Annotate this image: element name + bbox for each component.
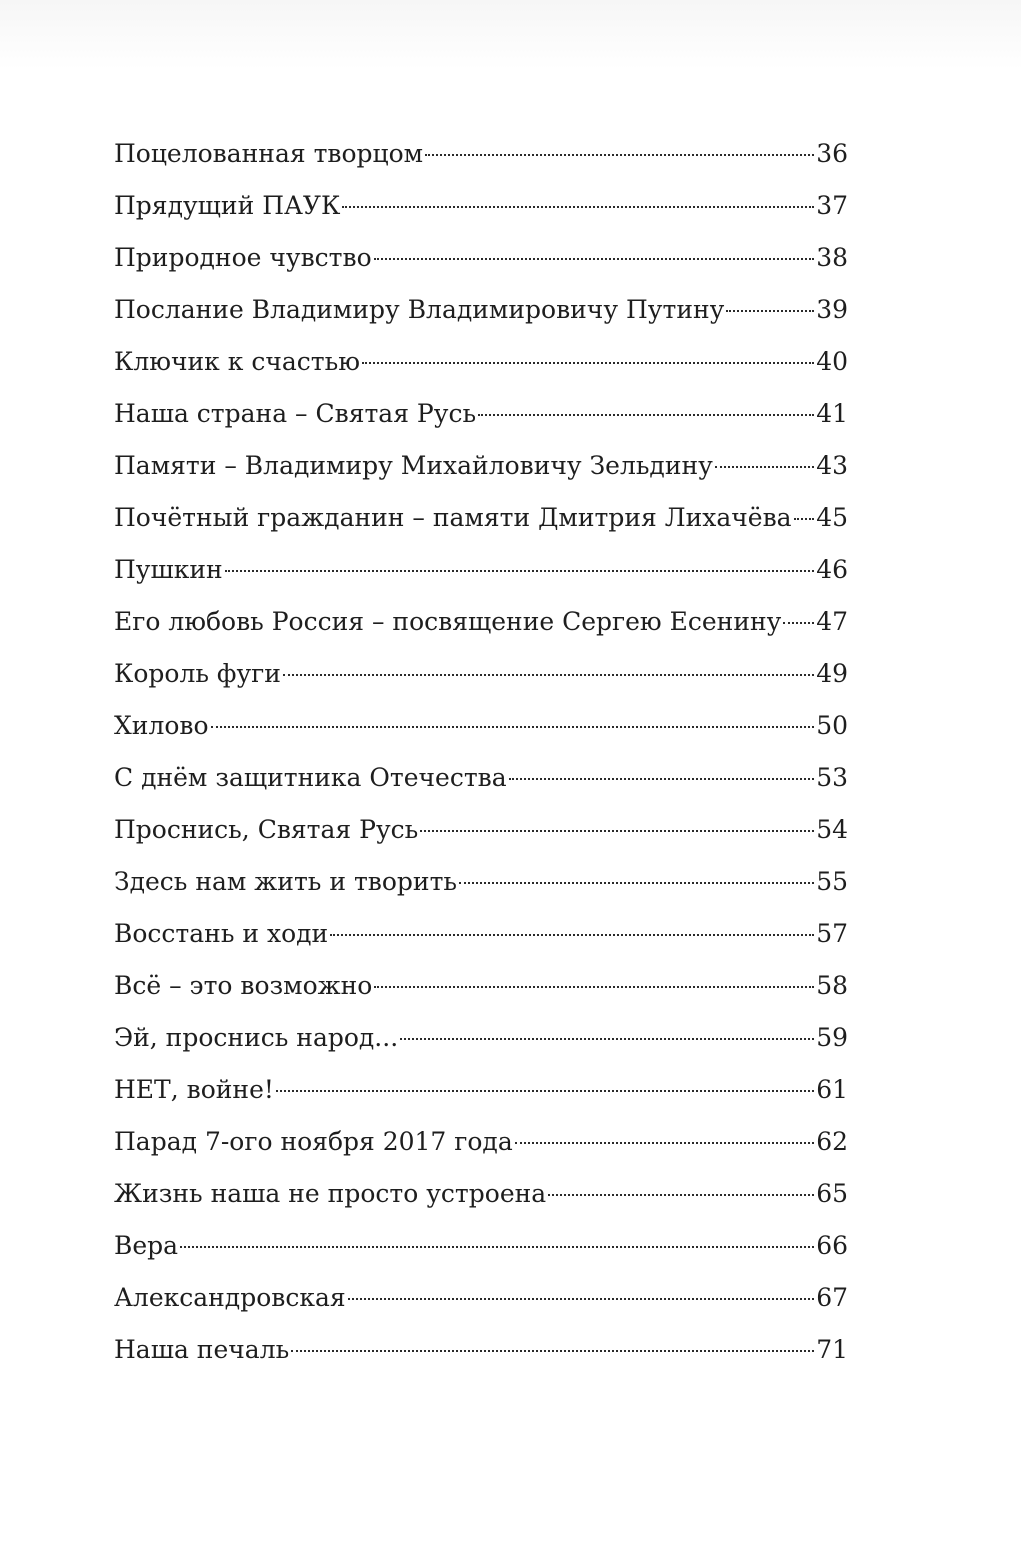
toc-entry-title: Вера	[114, 1231, 179, 1260]
toc-entry-page: 67	[816, 1283, 848, 1312]
toc-entry-title: Восстань и ходи	[114, 919, 329, 948]
toc-entry	[114, 752, 848, 804]
toc-entry	[114, 596, 848, 648]
toc-entry-title: Здесь нам жить и творить	[114, 867, 458, 896]
toc-entry	[114, 1272, 848, 1324]
toc-entry	[114, 284, 848, 336]
toc-entry-page: 57	[816, 919, 848, 948]
toc-entry	[114, 1168, 848, 1220]
toc-entry	[114, 180, 848, 232]
toc-entry	[114, 128, 848, 180]
toc-dot-leader	[180, 1246, 814, 1248]
toc-entry	[114, 388, 848, 440]
toc-entry-page: 43	[816, 451, 848, 480]
toc-dot-leader	[509, 778, 815, 780]
toc-entry-title: Прядущий ПАУК	[114, 191, 341, 220]
toc-dot-leader	[342, 206, 814, 208]
toc-entry-title: Его любовь Россия – посвящение Сергею Есенину	[114, 607, 782, 636]
toc-entry	[114, 1012, 848, 1064]
toc-entry	[114, 648, 848, 700]
toc-entry-page: 50	[816, 711, 848, 740]
toc-entry-title: Поцелованная творцом	[114, 139, 424, 168]
toc-dot-leader	[374, 258, 815, 260]
toc-entry-title: Наша печаль	[114, 1335, 290, 1364]
toc-entry	[114, 232, 848, 284]
toc-entry	[114, 856, 848, 908]
toc-entry-title: С днём защитника Отечества	[114, 763, 507, 792]
toc-entry-page: 40	[816, 347, 848, 376]
toc-entry-title: Пушкин	[114, 555, 223, 584]
toc-entry-page: 39	[816, 295, 848, 324]
toc-entry-page: 54	[816, 815, 848, 844]
toc-entry	[114, 1220, 848, 1272]
toc-entry-page: 46	[816, 555, 848, 584]
toc-entry-page: 65	[816, 1179, 848, 1208]
toc-entry-page: 71	[816, 1335, 848, 1364]
toc-entry	[114, 908, 848, 960]
toc-dot-leader	[330, 934, 814, 936]
toc-entry-title: Эй, проснись народ...	[114, 1023, 399, 1052]
toc-entry	[114, 804, 848, 856]
toc-entry-page: 45	[816, 503, 848, 532]
toc-entry	[114, 440, 848, 492]
toc-entry-title: Ключик к счастью	[114, 347, 360, 376]
toc-dot-leader	[362, 362, 814, 364]
toc-entry-title: Наша страна – Святая Русь	[114, 399, 477, 428]
toc-entry-page: 38	[816, 243, 848, 272]
toc-entry-title: Александровская	[114, 1283, 346, 1312]
toc-dot-leader	[794, 518, 815, 520]
toc-dot-leader	[726, 310, 814, 312]
toc-entry	[114, 700, 848, 752]
toc-entry-page: 36	[816, 139, 848, 168]
toc-entry-title: Парад 7-ого ноября 2017 года	[114, 1127, 513, 1156]
toc-entry-title: НЕТ, войне!	[114, 1075, 274, 1104]
toc-entry	[114, 544, 848, 596]
toc-entry-page: 62	[816, 1127, 848, 1156]
toc-entry-page: 55	[816, 867, 848, 896]
toc-entry	[114, 1324, 848, 1376]
toc-entry-title: Жизнь наша не просто устроена	[114, 1179, 547, 1208]
table-of-contents	[114, 128, 848, 1376]
toc-entry-page: 61	[816, 1075, 848, 1104]
toc-dot-leader	[348, 1298, 815, 1300]
toc-entry-title: Природное чувство	[114, 243, 372, 272]
toc-entry-title: Король фуги	[114, 659, 281, 688]
toc-entry-page: 59	[816, 1023, 848, 1052]
toc-entry	[114, 1116, 848, 1168]
toc-entry-page: 66	[816, 1231, 848, 1260]
toc-dot-leader	[515, 1142, 814, 1144]
toc-dot-leader	[211, 726, 815, 728]
toc-entry-title: Послание Владимиру Владимировичу Путину	[114, 295, 725, 324]
toc-dot-leader	[459, 882, 814, 884]
toc-entry-title: Памяти – Владимиру Михайловичу Зельдину	[114, 451, 713, 480]
toc-entry	[114, 1064, 848, 1116]
toc-entry-title: Почётный гражданин – памяти Дмитрия Лихачёва	[114, 503, 792, 532]
toc-dot-leader	[374, 986, 814, 988]
toc-dot-leader	[548, 1194, 814, 1196]
toc-entry-page: 53	[816, 763, 848, 792]
toc-entry	[114, 960, 848, 1012]
toc-entry-title: Проснись, Святая Русь	[114, 815, 419, 844]
toc-dot-leader	[783, 622, 814, 624]
toc-entry	[114, 492, 848, 544]
toc-entry-page: 58	[816, 971, 848, 1000]
toc-dot-leader	[420, 830, 814, 832]
toc-entry-title: Всё – это возможно	[114, 971, 373, 1000]
toc-entry-title: Хилово	[114, 711, 209, 740]
toc-entry-page: 49	[816, 659, 848, 688]
toc-dot-leader	[400, 1038, 814, 1040]
toc-dot-leader	[478, 414, 814, 416]
toc-dot-leader	[291, 1350, 814, 1352]
toc-entry	[114, 336, 848, 388]
toc-dot-leader	[715, 466, 814, 468]
toc-dot-leader	[276, 1090, 814, 1092]
toc-dot-leader	[283, 674, 814, 676]
toc-entry-page: 41	[816, 399, 848, 428]
toc-entry-page: 37	[816, 191, 848, 220]
toc-entry-page: 47	[816, 607, 848, 636]
toc-dot-leader	[225, 570, 814, 572]
toc-dot-leader	[425, 154, 814, 156]
